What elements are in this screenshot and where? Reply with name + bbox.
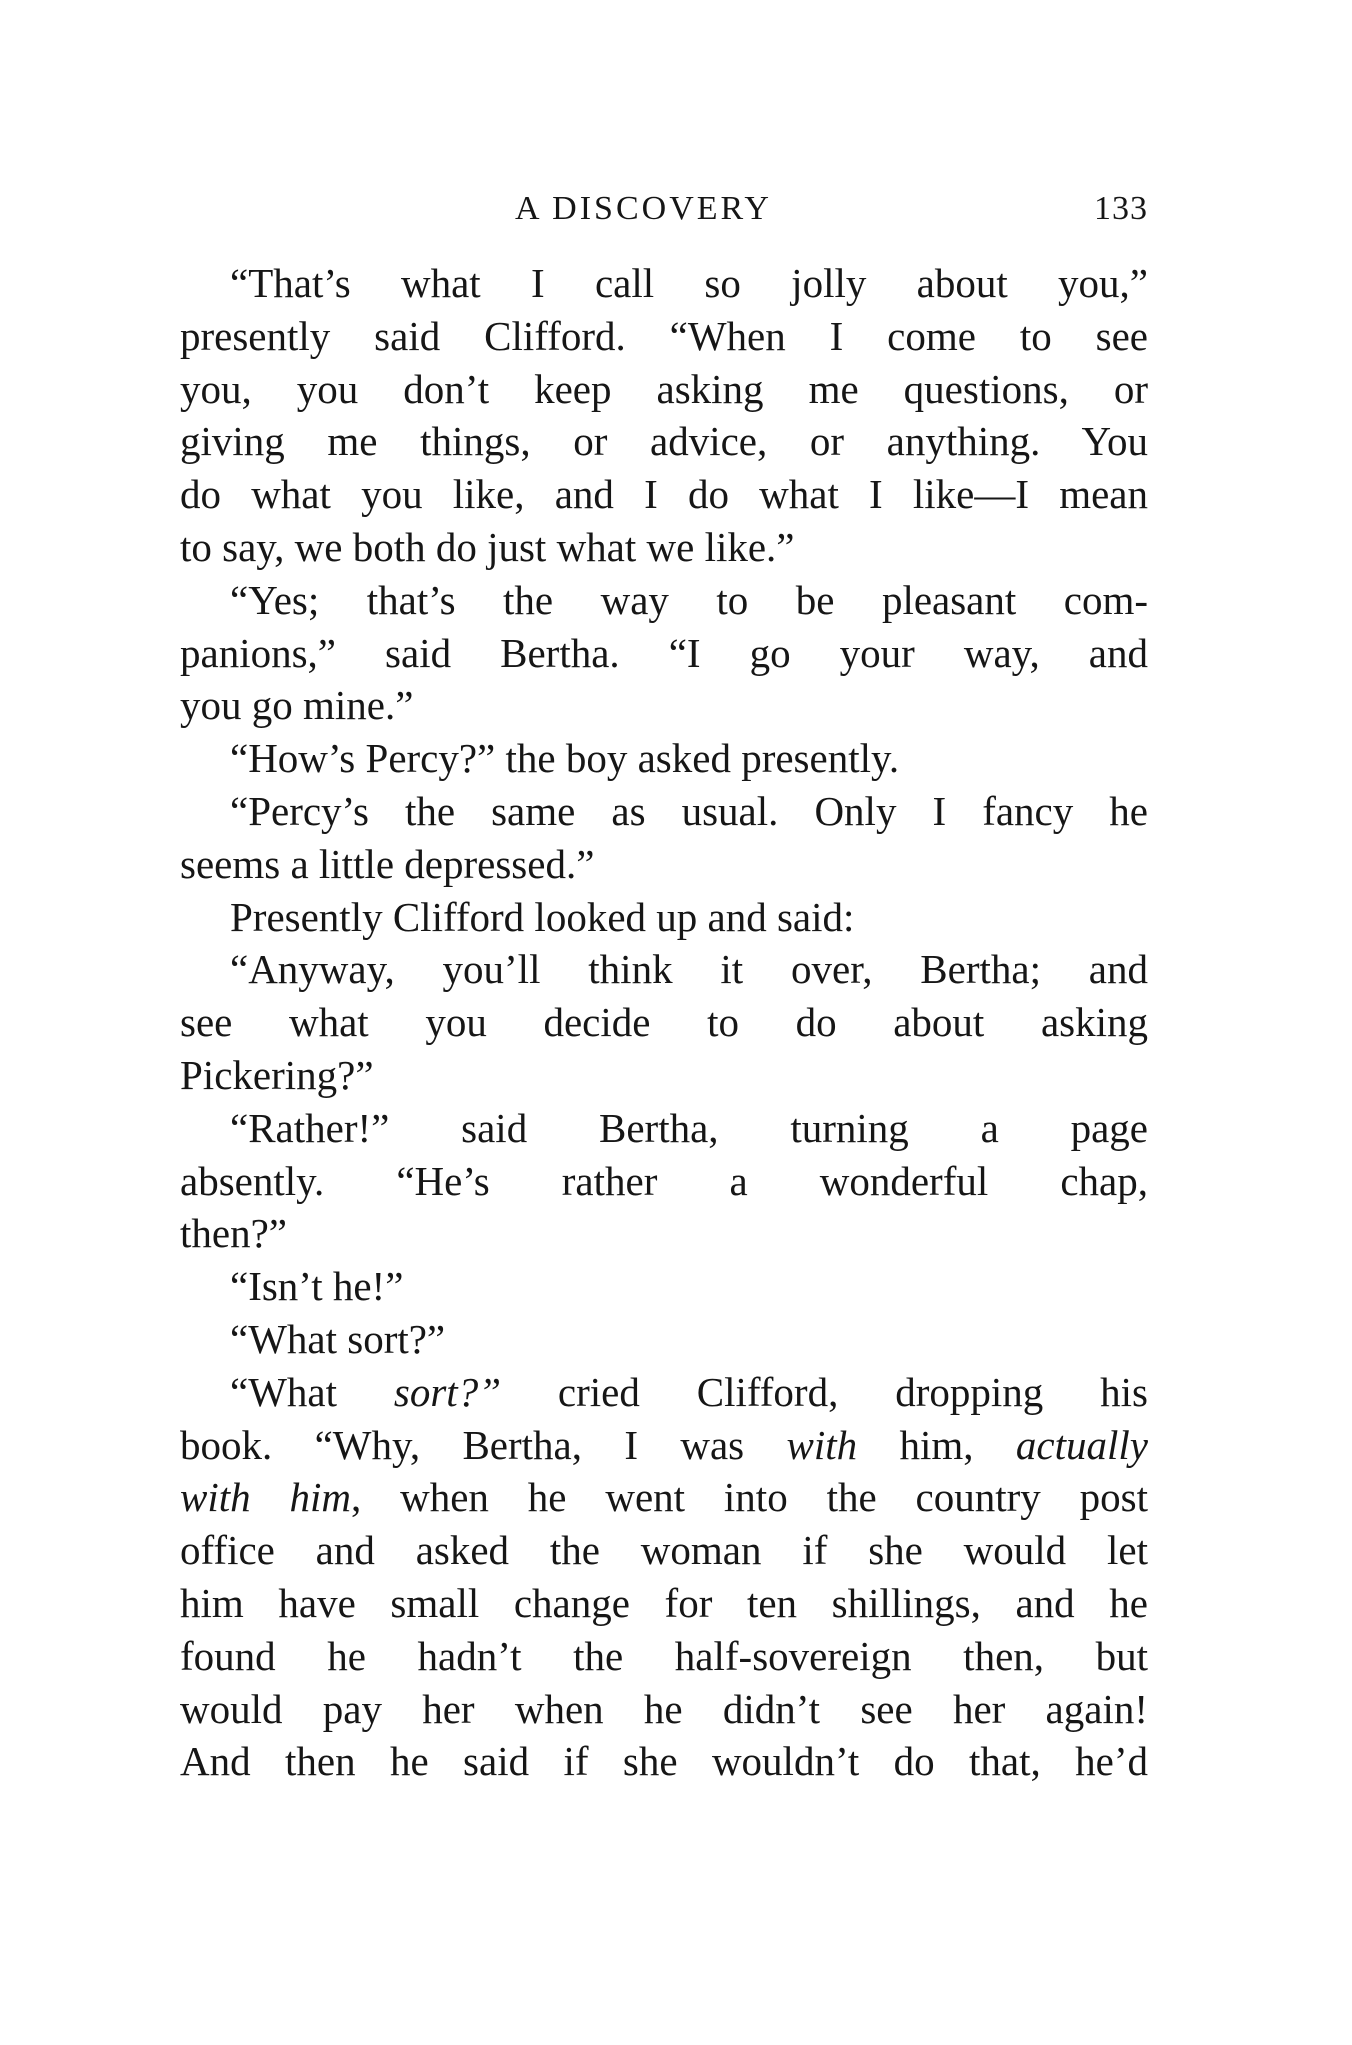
text-line: book. “Why, Bertha, I was with him, actually bbox=[180, 1421, 1148, 1468]
text-line: “That’s what I call so jolly about you,” bbox=[230, 260, 1148, 306]
text-line: “Yes; that’s the way to be pleasant com- bbox=[230, 576, 1148, 623]
chapter-title: A DISCOVERY bbox=[515, 190, 772, 227]
text-line: to say, we both do just what we like.” bbox=[180, 523, 795, 570]
text-line: then?” bbox=[180, 1210, 287, 1257]
text-line: Presently Clifford looked up and said: bbox=[230, 893, 855, 940]
text-line: you go mine.” bbox=[180, 682, 414, 729]
text-line: with him, when he went into the country post bbox=[180, 1474, 1148, 1521]
text-line: “What sort?” bbox=[230, 1315, 446, 1362]
page-number: 133 bbox=[1094, 190, 1148, 227]
text-line: “Percy’s the same as usual. Only I fancy he bbox=[230, 787, 1148, 834]
text-line: absently. “He’s rather a wonderful chap, bbox=[180, 1157, 1148, 1204]
text-line: do what you like, and I do what I like—I mean bbox=[180, 471, 1148, 518]
text-line: giving me things, or advice, or anything. You bbox=[180, 418, 1148, 465]
text-line: panions,” said Bertha. “I go your way, and bbox=[180, 629, 1148, 676]
text-line: office and asked the woman if she would let bbox=[180, 1527, 1148, 1574]
text-line: “Isn’t he!” bbox=[230, 1263, 404, 1310]
text-line: “How’s Percy?” the boy asked presently. bbox=[230, 735, 900, 782]
text-line: “Rather!” said Bertha, turning a page bbox=[230, 1104, 1148, 1151]
italic-text: actually bbox=[1015, 1421, 1148, 1468]
italic-text: with bbox=[786, 1421, 858, 1468]
text-line: Pickering?” bbox=[180, 1051, 374, 1098]
text-line: And then he said if she wouldn’t do that, he’d bbox=[180, 1738, 1148, 1785]
body-text bbox=[180, 257, 1148, 1788]
text-line: him have small change for ten shillings, and he bbox=[180, 1579, 1148, 1626]
text-line: presently said Clifford. “When I come to see bbox=[180, 312, 1148, 359]
text-line: “Anyway, you’ll think it over, Bertha; and bbox=[230, 946, 1148, 993]
running-head bbox=[180, 190, 1148, 234]
text-line: seems a little depressed.” bbox=[180, 840, 595, 887]
italic-text: with him bbox=[180, 1474, 351, 1521]
text-line: found he hadn’t the half-sovereign then, but bbox=[180, 1632, 1148, 1679]
text-line: you, you don’t keep asking me questions, or bbox=[180, 365, 1148, 412]
text-line: would pay her when he didn’t see her again! bbox=[180, 1685, 1148, 1732]
italic-text: sort?” bbox=[393, 1368, 501, 1415]
text-line: see what you decide to do about asking bbox=[180, 999, 1148, 1046]
text-line: “What sort?” cried Clifford, dropping his bbox=[230, 1368, 1149, 1415]
